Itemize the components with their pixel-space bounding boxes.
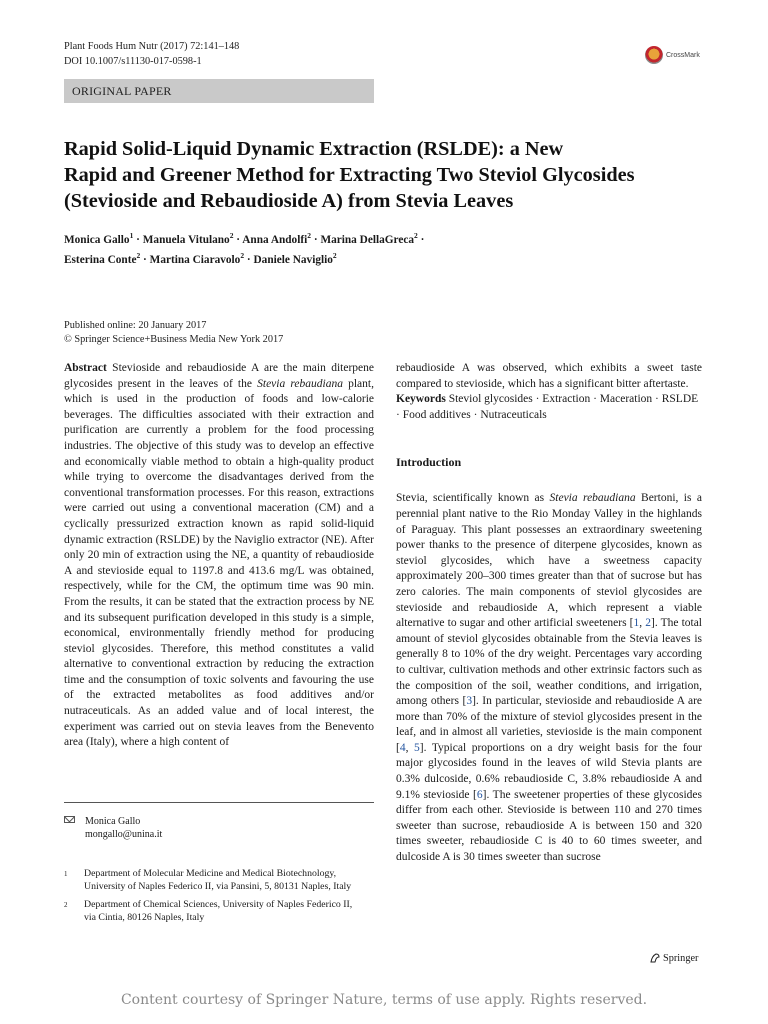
crossmark-label: CrossMark (666, 51, 700, 59)
citation-link[interactable]: 1 (633, 617, 640, 630)
author-list: Monica Gallo$^1$ · Manuela Vitulano$^2$ · Anna Andolfi$^2$ · Marina DellaGreca$^2$ · Esterina Conte$^2$ · Martina Ciaravolo$^2$ · Daniele Naviglio$^2$ (64, 231, 425, 266)
citation-link[interactable]: 2 (645, 617, 651, 630)
publication-info (64, 319, 283, 347)
author-email[interactable]: mongallo@unina.it (85, 829, 163, 840)
citation-link[interactable]: 4 (399, 741, 406, 754)
affiliation: 2 Department of Chemical Sciences, University of Naples Federico II, via Cintia, 80126 Naples, Italy (64, 899, 353, 923)
springer-horse-icon (649, 952, 661, 964)
author-name[interactable]: Esterina Conte (64, 253, 137, 266)
abstract-label: Abstract (64, 362, 107, 374)
abstract-continued: rebaudioside A was observed, which exhibits a sweet taste compared to stevioside, which has a significant bitter aftertaste. (396, 362, 702, 390)
correspondence (64, 815, 162, 841)
envelope-icon (64, 816, 75, 823)
copyright: © Springer Science+Business Media New York 2017 (64, 334, 284, 345)
citation-link[interactable]: 5 (414, 741, 420, 754)
footnote-divider (64, 802, 374, 803)
springer-logo: Springer (649, 952, 698, 964)
courtesy-notice: Content courtesy of Springer Nature, terms of use apply. Rights reserved. (120, 992, 648, 1008)
author-name[interactable]: Martina Ciaravolo (149, 253, 241, 266)
right-column (396, 361, 702, 866)
corresponding-author: Monica Gallo (85, 816, 141, 827)
crossmark-button[interactable] (645, 46, 700, 64)
citation-link[interactable]: 3 (466, 695, 473, 708)
keywords: Keywords Steviol glycosides · Extraction · Maceration · RSLDE · Food additives · Nutraceuticals (396, 393, 699, 421)
crossmark-icon (645, 46, 663, 64)
title-line: Rapid and Greener Method for Extracting Two Steviol Glycosides (64, 164, 635, 186)
author-name[interactable]: Marina DellaGreca (320, 233, 415, 246)
paper-title (64, 136, 714, 214)
introduction-text: Stevia, scientifically known as Stevia rebaudiana Bertoni, is a perennial plant native to the Rio Monday Valley in the highlands of Paraguay. This plant possesses an extraordinary sweetening power thanks to the presence of diterpene glycosides, known as steviol glycosides, which have a sweetness capacity approximately 200–300 times greater than that of sucrose but has zero calories. The main components of steviol glycosides are stevioside and rebaudioside A, which represent a viable alternative to sugar and other artificial sweeteners [1, 2]. The total amount of steviol glycosides obtainable from the Stevia leaves is generally 8 to 10% of the dry weight. Percentages vary according to cultivar, cultivation methods and other extrinsic factors such as the composition of the soil, weather conditions, and irrigation, among others [3]. In particular, stevioside and rebaudioside A are more than 70% of the mixture of steviol glycosides present in the leaf, and in almost all varieties, stevioside is the main component [4, 5]. Typical proportions on a dry weight basis for the four major glycosides found in the leaves of wild Stevia plants are 0.3% dulcoside, 0.6% rebaudioside C, 3.8% rebaudioside A and 9.1% stevioside [6]. The sweetener properties of these glycosides differ from each other. Stevioside is between 110 and 270 times sweeter than sucrose, rebaudioside A is between 150 and 320 times sweeter, rebaudioside C is 40 to 60 times sweeter, and dulcoside A is 30 times sweeter than sucrose (396, 492, 703, 864)
author-name[interactable]: Daniele Naviglio (253, 253, 333, 266)
author-name[interactable]: Manuela Vitulano (142, 233, 230, 246)
title-line: (Stevioside and Rebaudioside A) from Stevia Leaves (64, 190, 514, 212)
citation-link[interactable]: 6 (476, 788, 483, 801)
published-date: Published online: 20 January 2017 (64, 320, 207, 331)
journal-citation: Plant Foods Hum Nutr (2017) 72:141–148 (64, 41, 240, 52)
doi[interactable]: DOI 10.1007/s11130-017-0598-1 (64, 56, 202, 67)
section-banner: ORIGINAL PAPER (64, 79, 374, 103)
species-name: Stevia rebaudiana (257, 377, 343, 390)
affiliation: 1 Department of Molecular Medicine and Medical Biotechnology, University of Naples Federico II, via Pansini, 5, 80131 Naples, Italy (64, 868, 352, 892)
section-heading-introduction: Introduction (396, 455, 462, 470)
author-name[interactable]: Anna Andolfi (242, 233, 308, 246)
title-line: Rapid Solid-Liquid Dynamic Extraction (RSLDE): a New (64, 138, 564, 160)
abstract: Abstract Stevioside and rebaudioside A are the main diterpene glycosides present in the leaves of the Stevia rebaudiana plant, which is used in the production of foods and low-calorie beverages. The difficulties associated with their extraction and purification are currently a problem for the food processing industries. The objective of this study was to develop an effective and economically viable method to obtain a high-quality product while trying to overcome the disadvantages derived from the conventional transformation processes. For this reason, extractions were carried out using a conventional maceration (CM) and a cyclically pressurized extraction known as rapid solid-liquid dynamic extraction (RSLDE) by the Naviglio extractor (NE). After only 20 min of extraction using the NE, a quantity of rebaudioside A and stevioside equal to 1197.8 and 413.6 mg/L was obtained, respectively, while for the CM, the optimum time was 90 min. From the results, it can be stated that the extraction process by NE and its subsequent purification developed in this study is a simple, economical, environmentally friendly method for producing steviol glycosides. Therefore, this method constitutes a valid alternative to conventional extraction by reducing the extraction time and the consumption of toxic solvents and favouring the use of the extracted metabolites as food additives and/or nutraceuticals. As an added value and of local interest, the experiment was carried out on stevia leaves from the Benevento area (Italy), where a high content of (64, 362, 374, 749)
author-name[interactable]: Monica Gallo (64, 233, 130, 246)
